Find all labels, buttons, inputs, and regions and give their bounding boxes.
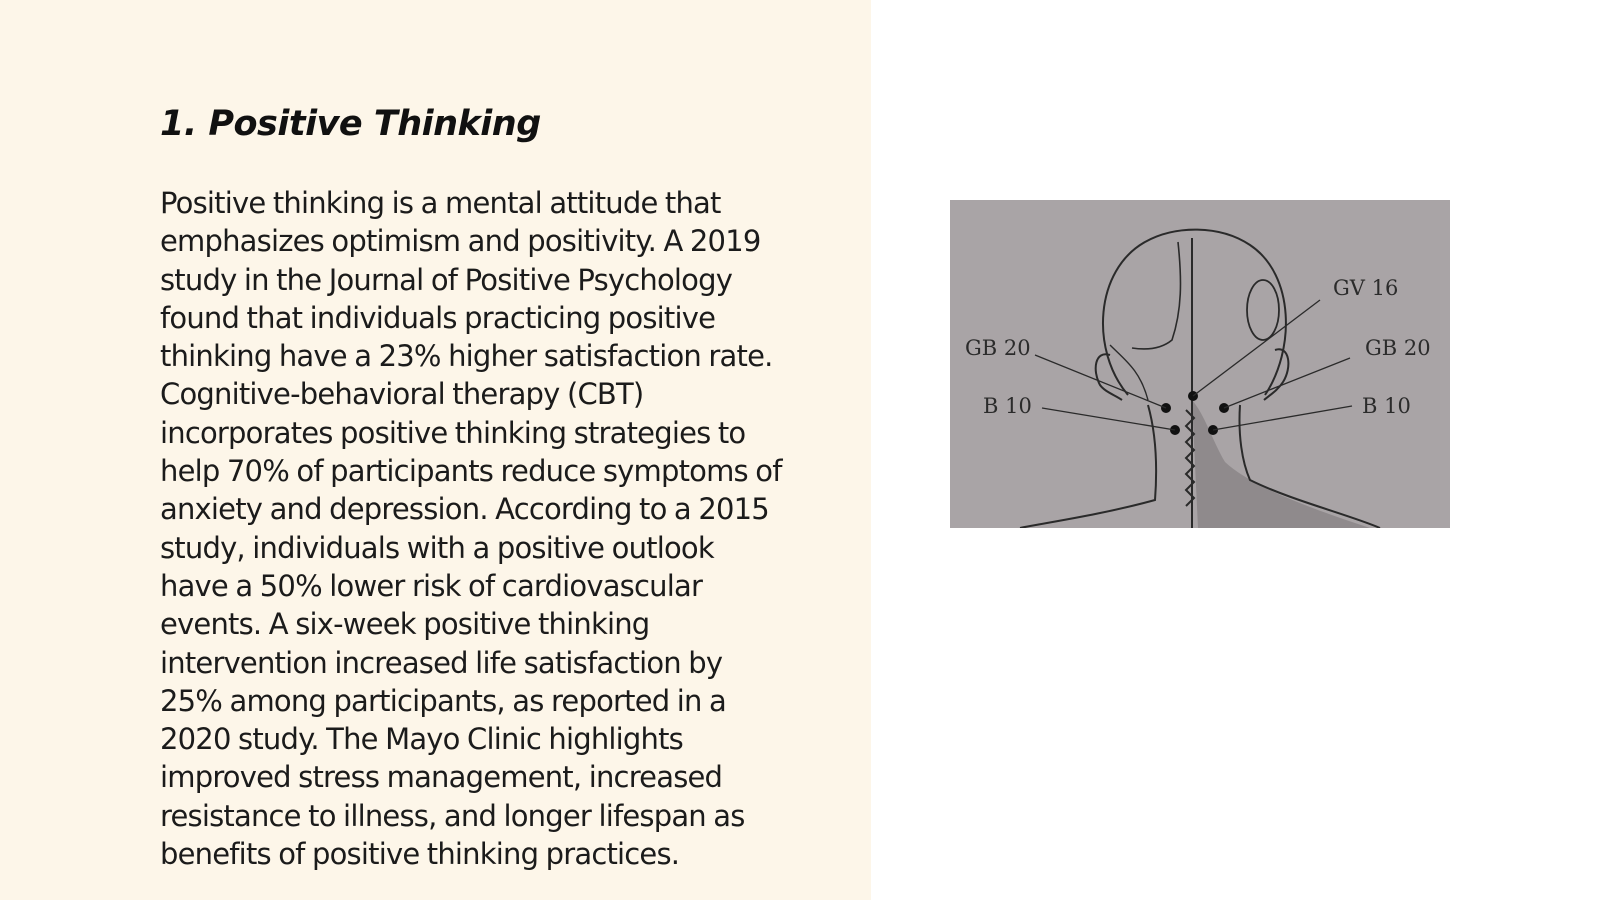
body-line: anxiety and depression. According to a 2015 <box>160 492 769 527</box>
body-line: emphasizes optimism and positivity. A 2019 <box>160 224 761 259</box>
label-b10-left: B 10 <box>983 394 1032 418</box>
ear-shell <box>1247 280 1279 340</box>
skull-contour <box>1110 345 1148 400</box>
label-gv16: GV 16 <box>1333 276 1399 300</box>
label-gb20-right: GB 20 <box>1365 336 1431 360</box>
body-line: study, individuals with a positive outlook <box>160 530 714 565</box>
leader-gb20-right <box>1224 358 1350 408</box>
body-line: study in the Journal of Positive Psychology <box>160 262 733 297</box>
body-line: thinking have a 23% higher satisfaction rate. <box>160 339 773 374</box>
body-line: Positive thinking is a mental attitude that <box>160 186 721 220</box>
body-line: resistance to illness, and longer lifespan as <box>160 798 745 833</box>
body-line: 2020 study. The Mayo Clinic highlights <box>160 722 683 757</box>
body-line: improved stress management, increased <box>160 760 723 795</box>
label-gb20-left: GB 20 <box>965 336 1031 360</box>
body-line: 25% among participants, as reported in a <box>160 683 727 718</box>
body-line: found that individuals practicing positive <box>160 300 716 335</box>
head-neck-illustration <box>950 200 1450 528</box>
body-line: Cognitive-behavioral therapy (CBT) <box>160 377 644 412</box>
skull-suture <box>1132 242 1180 349</box>
body-line: incorporates positive thinking strategies to <box>160 415 746 450</box>
leader-gb20-left <box>1035 355 1166 408</box>
leader-b10-right <box>1213 406 1352 430</box>
leader-gv16 <box>1193 300 1320 396</box>
slide-title: 1. Positive Thinking <box>160 104 541 144</box>
head-outline <box>1103 230 1286 395</box>
slide-body-text <box>160 184 880 873</box>
body-line: events. A six-week positive thinking <box>160 607 650 642</box>
leader-b10-left <box>1042 408 1175 430</box>
body-line: have a 50% lower risk of cardiovascular <box>160 568 703 603</box>
body-line: benefits of positive thinking practices. <box>160 837 680 872</box>
body-line: intervention increased life satisfaction by <box>160 645 723 680</box>
label-b10-right: B 10 <box>1362 394 1411 418</box>
acupressure-diagram <box>950 200 1450 528</box>
neck-shading <box>1192 400 1370 528</box>
body-line: help 70% of participants reduce symptoms of <box>160 454 782 489</box>
